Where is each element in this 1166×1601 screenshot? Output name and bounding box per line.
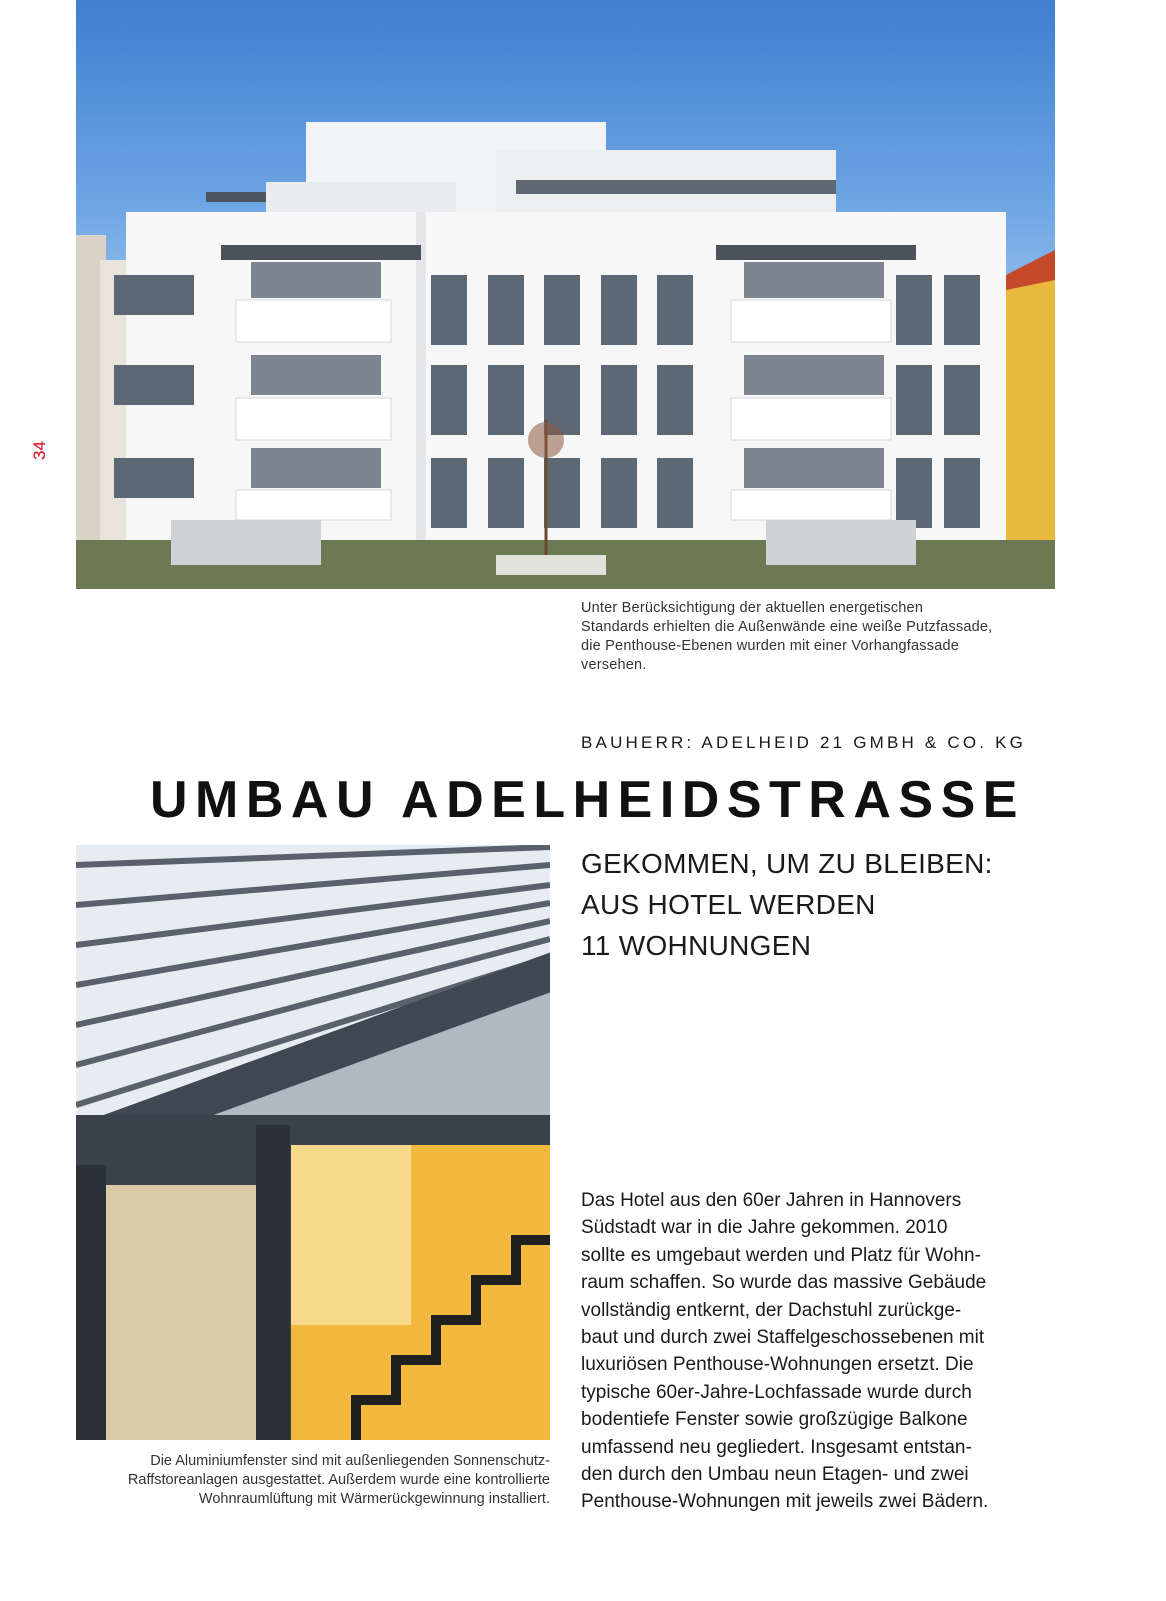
- body-line: Südstadt war in die Jahre gekommen. 2010: [581, 1217, 948, 1239]
- body-line: typische 60er-Jahre-Lochfassade wurde durch: [581, 1381, 972, 1403]
- article-subtitle: [581, 843, 1051, 966]
- caption-line: Unter Berücksichtigung der aktuellen energetischen: [581, 600, 924, 616]
- body-line: baut und durch zwei Staffelgeschossebenen mit: [581, 1327, 985, 1349]
- body-line: bodentiefe Fenster sowie großzügige Balkone: [581, 1409, 968, 1431]
- bottom-photo-caption: [40, 1452, 550, 1509]
- body-line: den durch den Umbau neun Etagen- und zwei: [581, 1464, 969, 1486]
- caption-line: Raffstoreanlagen ausgestattet. Außerdem wurde eine kontrollierte: [127, 1472, 550, 1488]
- caption-line: Wohnraumlüftung mit Wärmerückgewinnung installiert.: [198, 1491, 550, 1507]
- caption-line: Die Aluminiumfenster sind mit außenliegenden Sonnenschutz-: [150, 1453, 550, 1469]
- article-body: [581, 1187, 1061, 1516]
- top-photo-caption: [581, 599, 1061, 675]
- body-line: vollständig entkernt, der Dachstuhl zurückge-: [581, 1299, 962, 1321]
- article-title: UMBAU ADELHEIDSTRASSE: [150, 771, 1025, 829]
- caption-line: versehen.: [581, 657, 647, 673]
- body-line: Das Hotel aus den 60er Jahren in Hannovers: [581, 1190, 962, 1211]
- body-line: umfassend neu gegliedert. Insgesamt entstan-: [581, 1436, 972, 1458]
- body-line: luxuriösen Penthouse-Wohnungen ersetzt. Die: [581, 1354, 974, 1376]
- subtitle-line: GEKOMMEN, UM ZU BLEIBEN:: [581, 848, 993, 879]
- page-number: 34: [30, 441, 49, 460]
- client-line: BAUHERR: ADELHEID 21 GMBH & CO. KG: [581, 733, 1027, 752]
- body-line: Penthouse-Wohnungen mit jeweils zwei Bädern.: [581, 1491, 989, 1513]
- caption-line: die Penthouse-Ebenen wurden mit einer Vorhangfassade: [581, 638, 959, 654]
- body-line: sollte es umgebaut werden und Platz für Wohn-: [581, 1244, 981, 1266]
- body-line: raum schaffen. So wurde das massive Gebäude: [581, 1272, 987, 1294]
- window-detail-photo: [76, 845, 550, 1440]
- caption-line: Standards erhielten die Außenwände eine weiße Putzfassade,: [581, 619, 993, 635]
- building-facade-photo: [76, 0, 1055, 589]
- subtitle-line: 11 WOHNUNGEN: [581, 930, 812, 961]
- subtitle-line: AUS HOTEL WERDEN: [581, 889, 876, 920]
